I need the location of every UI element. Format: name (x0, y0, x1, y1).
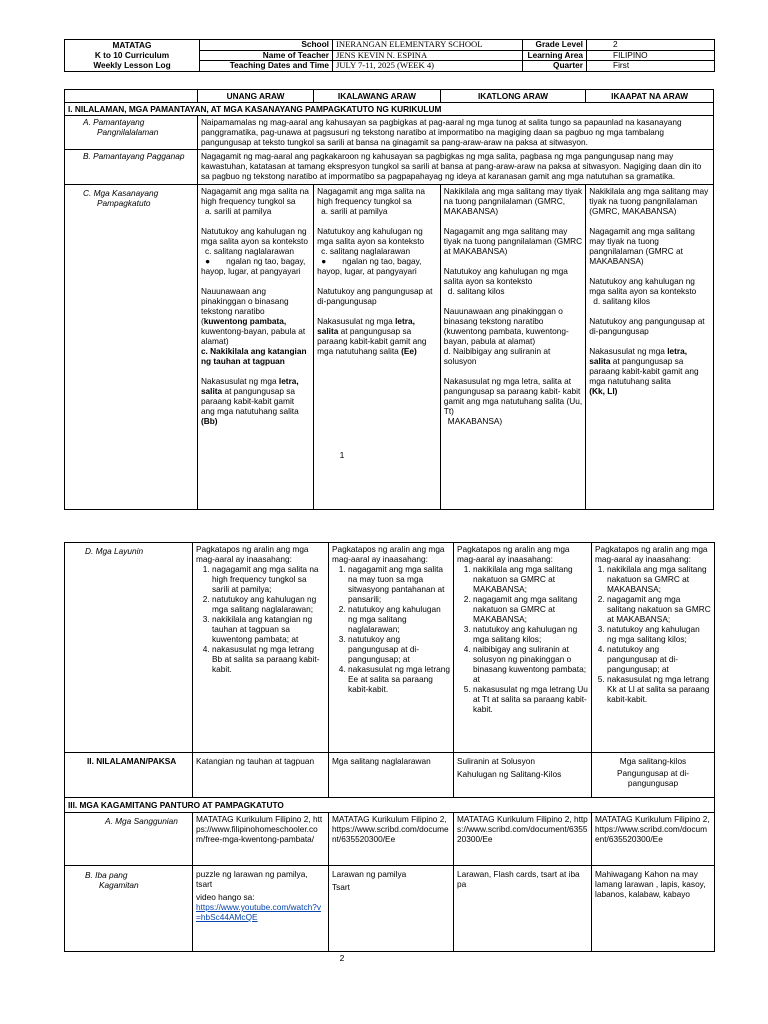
c-day1: Nagagamit ang mga salita na high frequency tungkol sa a. sarili at pamilya Natutukoy ang kahulugan ng mga salita ayon sa konteksto c. salitang naglalarawan ● ngalan ng tao, bagay, hayop, lugar, at pangyayari Nauunawaan ang pinakinggan o binasang tekstong naratibo (kuwentong pambata, kuwentong-bayan, pabula at alamat) c. Nakikilala ang katangian ng tauhan at tagpuan Nakasusulat ng mga letra, salita at pangungusap sa paraang kabit-kabit gamit ang mga natutuhang salita (Bb) (197, 185, 313, 510)
video-link[interactable]: https://www.youtube.com/watch?v=hbSc44AMcQE (196, 902, 321, 922)
page-number-1: 1 (339, 450, 345, 460)
teacher-value: JENS KEVIN N. ESPINA (333, 50, 523, 61)
c-label-2: Pampagkatuto (97, 198, 151, 208)
layunin-day3: Pagkatapos ng aralin ang mga mag-aaral ay inaasahang: 1. nakikilala ang mga salitang nakatuon sa GMRC at MAKABANSA; 2. nagagamit ang mga salitang nakatuon sa GMRC at MAKABANSA; 3. natutukoy ang kahulugan ng mga salitang kilos; 4. naibibigay ang suliranin at solusyon ng pinakinggan o binasang kuwentong pambata; at 5. nakasusulat ng mga letrang Uu at Tt at salita sa paraang kabit-kabit. (454, 543, 592, 753)
nilalaman-row (65, 753, 715, 798)
layunin-day1-list (196, 564, 325, 674)
layunin-item: 1. nagagamit ang mga salita na high frequency tungkol sa sarili at pamilya; (212, 564, 325, 594)
layunin-item: 5. nakasusulat ng mga letrang Uu at Tt at salita sa paraang kabit-kabit. (473, 684, 588, 714)
layunin-day2: Pagkatapos ng aralin ang mga mag-aaral ay inaasahang: 1. nagagamit ang mga salita na may tuon sa mga sitwasyong pantahanan at pansarili; 2. natutukoy ang kahulugan ng mga salitang naglalarawan; 3. natutukoy ang pangungusap at di-pangungusap; at 4. nakasusulat ng mga letrang Ee at salita sa paraang kabit-kabit. (329, 543, 454, 753)
lesson-table-page2 (64, 542, 715, 952)
layunin-item: 3. natutukoy ang kahulugan ng mga salitang kilos; (473, 624, 588, 644)
kasanayang-pampagkatuto-row (65, 185, 714, 510)
pamantayang-pagganap-text: Nagagamit ng mag-aaral ang pagkakaroon ng kahusayan sa pagbigkas ng mga salita, pagbasa ng mga pangungusap nang may kawastuhan, katatasan at tamang ekspresyon tungkol sa sarili at bansa at pang-araw-araw na paksa at sitwasyon. Nagiging daan din ito sa pagbuo ng tekstong naratibo at impormatibo sa pagpapahayag ng ideya at karanasan gamit ang mga natutuhan sa gramatika. (197, 150, 713, 185)
layunin-item: 4. nakasusulat ng mga letrang Ee at salita sa paraang kabit-kabit. (348, 664, 450, 694)
pamantayang-pagganap-row (65, 150, 714, 185)
header-org (65, 40, 200, 72)
kagamitan-label-2: Kagamitan (99, 880, 139, 890)
kagamitan-row (65, 866, 715, 952)
header-table (64, 39, 715, 72)
layunin-item: 4. naibibigay ang suliranin at solusyon ng pinakinggan o binasang kuwentong pambata; at (473, 644, 588, 684)
b-label: B. Pamantayang Pagganap (65, 150, 198, 185)
section1-title: I. NILALAMAN, MGA PAMANTAYAN, AT MGA KASANAYANG PAMPAGKATUTO NG KURIKULUM (65, 103, 714, 116)
a-label-2: Pangnilalalaman (97, 127, 159, 137)
layunin-day4: Pagkatapos ng aralin ang mga mag-aaral ay inaasahang: 1. nakikilala ang mga salitang nakatuon sa GMRC at MAKABANSA; 2. nagagamit ang mga salitang nakatuon sa GMRC at MAKABANSA; 3. natutukoy ang kahulugan ng mga salitang kilos; 4. natutukoy ang pangungusap at di-pangungusap; at 5. nakasusulat ng mga letrang Kk at Ll at salita sa paraang kabit-kabit. (592, 543, 715, 753)
sanggunian-row (65, 813, 715, 866)
kagamitan-day3: Larawan, Flash cards, tsart at iba pa (454, 866, 592, 952)
quarter-value: First (587, 61, 715, 72)
layunin-day1: Pagkatapos ng aralin ang mga mag-aaral ay inaasahang: 1. nagagamit ang mga salita na high frequency tungkol sa sarili at pamilya; 2. natutukoy ang kahulugan ng mga salitang naglalarawan; 3. nakikilala ang katangian ng tauhan at tagpuan sa kuwentong pambata; at 4. nakasusulat ng mga letrang Bb at salita sa paraang kabit-kabit. (193, 543, 329, 753)
layunin-item: 4. natutukoy ang pangungusap at di-pangungusap; at (607, 644, 711, 674)
dates-label: Teaching Dates and Time (200, 61, 333, 72)
nilalaman-day3: Suliranin at Solusyon Kahulugan ng Salitang-Kilos (454, 753, 592, 798)
area-value: FILIPINO (587, 50, 715, 61)
c-label-1: C. Mga Kasanayang (83, 188, 159, 198)
area-label: Learning Area (523, 50, 587, 61)
dates-value: JULY 7-11, 2025 (WEEK 4) (333, 61, 523, 72)
school-label: School (200, 40, 333, 51)
nilalaman-day2: Mga salitang naglalarawan (329, 753, 454, 798)
header-org-line1: MATATAG (112, 40, 152, 51)
layunin-item: 4. nakasusulat ng mga letrang Bb at salita sa paraang kabit-kabit. (212, 644, 325, 674)
layunin-item: 5. nakasusulat ng mga letrang Kk at Ll at salita sa paraang kabit-kabit. (607, 674, 711, 704)
layunin-day3-list (457, 564, 588, 714)
day-3-header: IKATLONG ARAW (440, 90, 586, 103)
sanggunian-day3: MATATAG Kurikulum Filipino 2, https://www.scribd.com/document/635520300/Ee (454, 813, 592, 866)
pamantayang-pangnilalaman-text: Naipamamalas ng mag-aaral ang kahusayan sa pagbigkas at pag-aaral ng mga tunog at salita tungo sa papaunlad na kasanayang panggramatika, pag-unawa at pagsusuri ng tekstong naratibo at impormatibo na magiging daan sa pagbuo ng mga tambalang pangungusap at teksto tungkol sa sarili at bansa na ginagamit sa pang-araw-araw na paksa at sitwasyon. (197, 116, 713, 150)
quarter-label: Quarter (523, 61, 587, 72)
nilalaman-label: II. NILALAMAN/PAKSA (65, 753, 193, 798)
layunin-day2-list (332, 564, 450, 694)
day-4-header: IKAAPAT NA ARAW (586, 90, 714, 103)
day-1-header: UNANG ARAW (197, 90, 313, 103)
layunin-item: 3. natutukoy ang pangungusap at di-pangungusap; at (348, 634, 450, 664)
a-label-1: A. Pamantayang (83, 117, 145, 127)
kagamitan-day2: Larawan ng pamilya Tsart (329, 866, 454, 952)
sanggunian-day1: MATATAG Kurikulum Filipino 2, https://www.filipinohomeschooler.com/free-mga-kwentong-pambata/ (193, 813, 329, 866)
grade-label: Grade Level (523, 40, 587, 51)
kagamitan-day1: puzzle ng larawan ng pamilya, tsart video hango sa: https://www.youtube.com/watch?v=hbSc44AMcQE (193, 866, 329, 952)
day-2-header: IKALAWANG ARAW (314, 90, 441, 103)
sanggunian-day2: MATATAG Kurikulum Filipino 2, https://www.scribd.com/document/635520300/Ee (329, 813, 454, 866)
header-org-line3: Weekly Lesson Log (93, 60, 171, 71)
lesson-table-page1 (64, 89, 714, 510)
sanggunian-label: A. Mga Sanggunian (65, 813, 193, 866)
layunin-day4-list (595, 564, 711, 704)
layunin-item: 2. natutukoy ang kahulugan ng mga salitang naglalarawan; (348, 604, 450, 634)
layunin-label: D. Mga Layunin (65, 543, 193, 753)
layunin-item: 1. nagagamit ang mga salita na may tuon sa mga sitwasyong pantahanan at pansarili; (348, 564, 450, 604)
school-value: INERANGAN ELEMENTARY SCHOOL (333, 40, 523, 51)
layunin-item: 2. nagagamit ang mga salitang nakatuon sa GMRC at MAKABANSA; (607, 594, 711, 624)
layunin-item: 1. nakikilala ang mga salitang nakatuon sa GMRC at MAKABANSA; (607, 564, 711, 594)
kagamitan-day4: Mahiwagang Kahon na may lamang larawan , lapis, kasoy, labanos, kalabaw, kabayo (592, 866, 715, 952)
layunin-item: 2. nagagamit ang mga salitang nakatuon sa GMRC at MAKABANSA; (473, 594, 588, 624)
days-header-row (65, 90, 714, 103)
layunin-item: 3. nakikilala ang katangian ng tauhan at tagpuan sa kuwentong pambata; at (212, 614, 325, 644)
kagamitan-label-1: B. Iba pang (85, 870, 128, 880)
header-org-line2: K to 10 Curriculum (94, 50, 170, 61)
section3-title: III. MGA KAGAMITANG PANTURO AT PAMPAGKATUTO (65, 798, 715, 813)
grade-value: 2 (587, 40, 715, 51)
layunin-item: 1. nakikilala ang mga salitang nakatuon sa GMRC at MAKABANSA; (473, 564, 588, 594)
sanggunian-day4: MATATAG Kurikulum Filipino 2, https://www.scribd.com/document/635520300/Ee (592, 813, 715, 866)
layunin-row (65, 543, 715, 753)
nilalaman-day4: Mga salitang-kilos Pangungusap at di-pangungusap (592, 753, 715, 798)
c-day4: Nakikilala ang mga salitang may tiyak na tuong pangnilalaman (GMRC, MAKABANSA) Nagagamit ang mga salitang may tiyak na tuong pangnilalaman (GMRC at MAKABANSA) Natutukoy ang kahulugan ng mga salita ayon sa konteksto d. salitang kilos Natutukoy ang pangungusap at di-pangungusap Nakasusulat ng mga letra, salita at pangungusap sa paraang kabit-kabit gamit ang mga natutuhang salita (Kk, Ll) (586, 185, 714, 510)
page-number-2: 2 (339, 953, 345, 963)
layunin-item: 2. natutukoy ang kahulugan ng mga salitang naglalarawan; (212, 594, 325, 614)
nilalaman-day1: Katangian ng tauhan at tagpuan (193, 753, 329, 798)
teacher-label: Name of Teacher (200, 50, 333, 61)
layunin-item: 3. natutukoy ang kahulugan ng mga salitang kilos; (607, 624, 711, 644)
c-day3: Nakikilala ang mga salitang may tiyak na tuong pangnilalaman (GMRC, MAKABANSA) Nagagamit ang mga salitang may tiyak na tuong pangnilalaman (GMRC at MAKABANSA) Natutukoy ang kahulugan ng mga salita ayon sa konteksto d. salitang kilos Nauunawaan ang pinakinggan o binasang tekstong naratibo (kuwentong pambata, kuwentong-bayan, pabula at alamat) d. Naibibigay ang suliranin at solusyon Nakasusulat ng mga letra, salita at pangungusap sa paraang kabit- kabit gamit ang mga natutuhang salita (Uu, Tt) MAKABANSA) (440, 185, 586, 510)
pamantayang-pangnilalaman-row (65, 116, 714, 150)
c-day2: Nagagamit ang mga salita na high frequency tungkol sa a. sarili at pamilya Natutukoy ang kahulugan ng mga salita ayon sa konteksto c. salitang naglalarawan ● ngalan ng tao, bagay, hayop, lugar, at pangyayari Natutukoy ang pangungusap at di-pangungusap Nakasusulat ng mga letra, salita at pangungusap sa paraang kabit-kabit gamit ang mga natutuhang salita (Ee) (314, 185, 441, 510)
